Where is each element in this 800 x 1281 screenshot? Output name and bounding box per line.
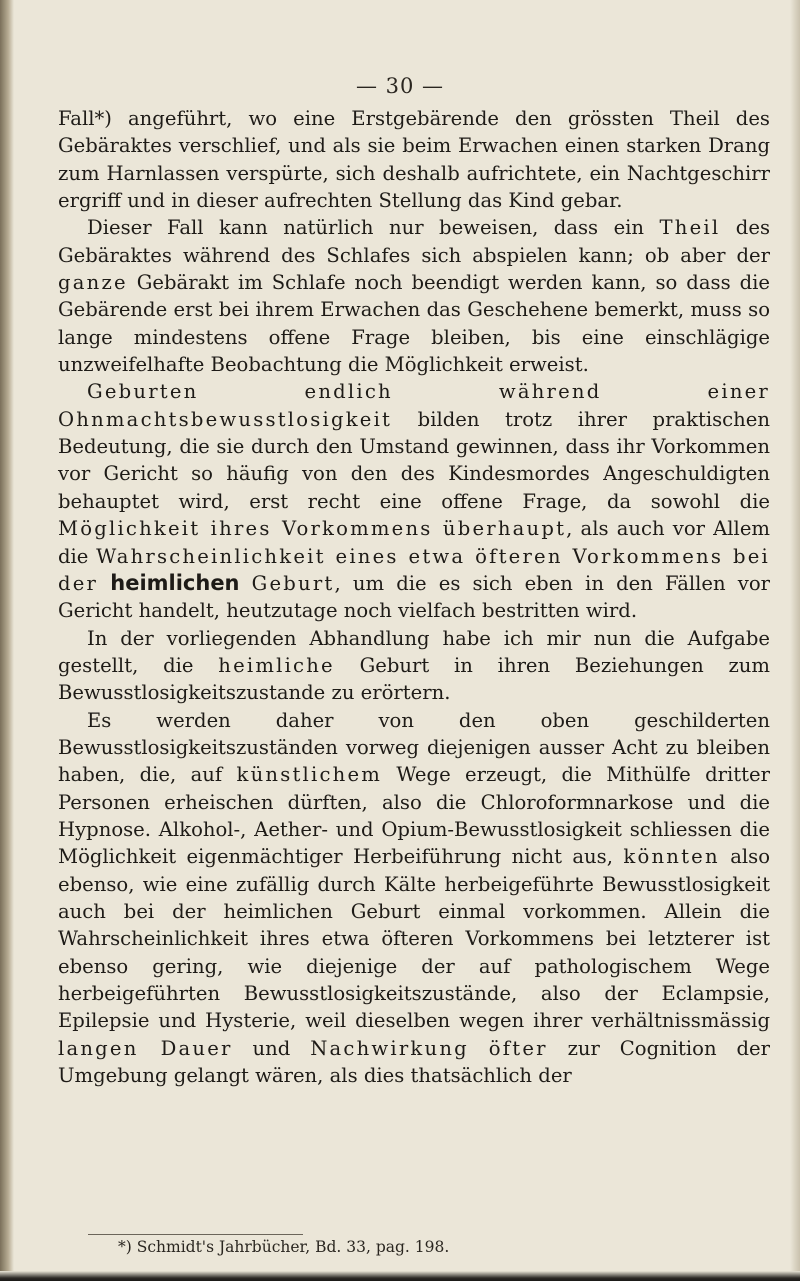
paragraph-4 [58, 625, 770, 707]
text-run: zur Cognition der Umgebung gelangt wären, als dies thatsächlich der [58, 1036, 770, 1088]
spaced-emphasis: ganze [58, 271, 128, 295]
spaced-emphasis: Wahrscheinlichkeit eines etwa öfteren Vorkommens bei der [58, 544, 770, 595]
text-run: Geburt in ihren Beziehungen zum Bewusstlosigkeitszustande zu erörtern. [58, 653, 770, 705]
spaced-emphasis: könnten [623, 845, 720, 869]
paragraph-1: Fall*) angeführt, wo eine Erstgebärende den grössten Theil des Gebäraktes verschlief, und als sie beim Erwachen einen starken Drang zum Harnlassen verspürte, sich deshalb aufrichtete, ein Nachtgeschirr ergriff und in dieser aufrechten Stellung das Kind gebar. [58, 107, 770, 213]
spaced-emphasis: Nachwirkung [310, 1036, 469, 1060]
spaced-emphasis: Möglichkeit ihres Vorkommens überhaupt [58, 517, 567, 541]
text-run: Dieser Fall kann natürlich nur beweisen, dass ein [87, 216, 660, 240]
paragraph-2 [58, 214, 770, 378]
spaced-emphasis: Geburt [251, 571, 335, 595]
page-bottom-edge [0, 1271, 800, 1281]
footnote: *) Schmidt's Jahrbücher, Bd. 33, pag. 198. [118, 1238, 450, 1256]
text-run: also ebenso, wie eine zufällig durch Kälte herbeigeführte Bewusstlosigkeit auch bei der heimlichen Geburt einmal vorkommen. Allein die Wahrscheinlichkeit ihres etwa öfteren Vorkommens bei letzterer ist ebenso gering, wie diejenige der auf pathologischem Wege herbeigeführten Bewusstlosigkeitszustände, also der Eclampsie, Epilepsie und Hysterie, weil dieselben wegen ihrer verhältnissmässig [58, 845, 770, 1033]
text-run: des Gebäraktes während des Schlafes sich abspielen kann; ob aber der [58, 216, 770, 267]
text-run: , um die es sich eben in den Fällen vor Gericht handelt, heutzutage noch vielfach bestritten wird. [58, 571, 771, 623]
page-edge-right [790, 0, 800, 1281]
spaced-emphasis: Theil [659, 216, 721, 240]
page-binding-edge-left [0, 0, 14, 1281]
text-run [469, 1037, 489, 1060]
text-run: Gebärakt im Schlafe noch beendigt werden kann, so dass die Gebärende erst bei ihrem Erwachen das Geschehene bemerkt, muss so lange mindestens offene Frage bleiben, bis eine einschlägige unzweifelhafte Beobachtung die Möglichkeit erweist. [58, 271, 770, 377]
page-number: — 30 — [355, 74, 445, 98]
spaced-emphasis: künstlichem [236, 763, 383, 787]
text-run: Es werden daher von den oben geschilderten Bewusstlosigkeitszuständen vorweg diejenigen ausser Acht zu bleiben haben, die, auf [58, 708, 770, 787]
text-run: Wege erzeugt, die Mithülfe dritter Personen erheischen dürften, also die Chloroformnarkose und die Hypnose. Alkohol-, Aether- und Opium-Bewusstlosigkeit schliessen die Möglichkeit eigenmächtiger Herbeiführung nicht aus, [58, 763, 770, 869]
body-text [58, 105, 770, 1089]
text-run: In der vorliegenden Abhandlung habe ich mir nun die Aufgabe gestellt, die [58, 626, 770, 677]
spaced-emphasis: heimliche [218, 653, 335, 677]
text-run: bilden trotz ihrer praktischen Bedeutung, die sie durch den Umstand gewinnen, dass ihr Vorkommen vor Gericht so häufig von den des Kindesmordes Angeschuldigten behauptet wird, erst recht eine offene Frage, da sowohl die [58, 407, 770, 513]
paragraph-3 [58, 378, 770, 624]
spaced-emphasis: langen Dauer [58, 1036, 233, 1060]
spaced-emphasis: Geburten endlich während einer Ohnmachtsbewusstlosigkeit [58, 380, 770, 431]
bold-emphasis: heimlichen [110, 570, 240, 595]
footnote-divider [88, 1234, 303, 1235]
text-run: , als auch vor Allem die [58, 517, 770, 568]
text-run: und [232, 1036, 311, 1060]
spaced-emphasis: öfter [488, 1036, 548, 1060]
paragraph-5 [58, 707, 770, 1090]
